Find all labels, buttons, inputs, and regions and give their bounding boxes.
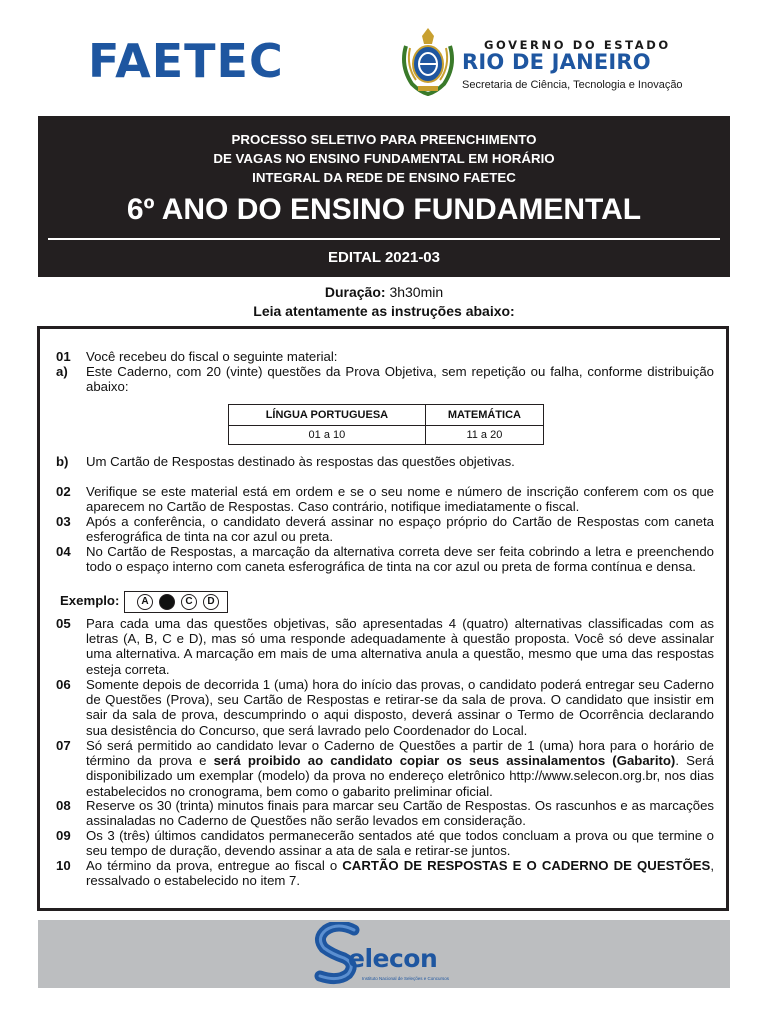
duration-label: Duração: <box>324 284 386 300</box>
table-header-row <box>229 405 544 426</box>
instruction-a <box>56 364 714 394</box>
process-title-line: DE VAGAS NO ENSINO FUNDAMENTAL EM HORÁRIO <box>213 151 555 166</box>
instruction-number: 04 <box>56 544 71 559</box>
table-header-portuguese: LÍNGUA PORTUGUESA <box>229 405 426 426</box>
instruction-text-bold: será proibido ao candidato copiar os seus assinalamentos (Gabarito) <box>213 753 676 769</box>
instruction-number: 10 <box>56 858 71 873</box>
instruction-text: Verifique se este material está em ordem e se o seu nome e número de inscrição conferem com os que aparecem no Cartão de Respostas. Caso contrário, notifique imediatamente o fiscal. <box>86 484 714 515</box>
instruction-number: 07 <box>56 738 71 753</box>
instruction-01 <box>56 349 714 364</box>
instruction-text: No Cartão de Respostas, a marcação da alternativa correta deve ser feita cobrindo a letra e preenchendo todo o espaço interno com caneta esferográfica de tinta na cor azul ou preta de forma contínua e densa. <box>86 544 714 575</box>
instruction-text: Os 3 (três) últimos candidatos permanecerão sentados até que todos concluam a prova ou que termine o seu tempo de duração, devendo assinar a ata de sala e retirar-se juntos. <box>86 828 714 859</box>
instruction-number: 02 <box>56 484 71 499</box>
title-band <box>38 116 730 277</box>
question-distribution-table <box>228 404 544 445</box>
gov-line-secretaria: Secretaria de Ciência, Tecnologia e Inovação <box>462 79 683 91</box>
instructions-box <box>37 326 729 911</box>
process-title-line: PROCESSO SELETIVO PARA PREENCHIMENTO <box>231 132 537 147</box>
instruction-number: a) <box>56 364 68 379</box>
faetec-logo: FAETEC <box>88 34 284 88</box>
gov-line-governo: GOVERNO DO ESTADO <box>484 38 671 52</box>
instruction-number: 06 <box>56 677 71 692</box>
instruction-03 <box>56 514 714 544</box>
page-title: 6º ANO DO ENSINO FUNDAMENTAL <box>126 193 642 226</box>
duration-value: 3h30min <box>389 284 444 300</box>
instruction-text: Para cada uma das questões objetivas, são apresentadas 4 (quatro) alternativas classificadas com as letras (A, B, C e D), mas só uma responde adequadamente à questão proposta. Você só deve assinalar uma alternativa. A marcação em mais de uma alternativa anula a questão, mesmo que uma das respostas esteja correta. <box>86 616 714 677</box>
exam-duration <box>0 283 768 301</box>
instruction-text: Um Cartão de Respostas destinado às respostas das questões objetivas. <box>86 454 515 469</box>
example-label: Exemplo: <box>60 593 120 608</box>
edital-number: EDITAL 2021-03 <box>328 249 440 266</box>
process-title <box>38 130 730 187</box>
instruction-08 <box>56 798 714 828</box>
instruction-text: Este Caderno, com 20 (vinte) questões da Prova Objetiva, sem repetição ou falha, conforme distribuição abaixo: <box>86 364 714 395</box>
instruction-number: b) <box>56 454 69 469</box>
instruction-text-part: , ressalvado o estabelecido no item 7. <box>86 858 714 889</box>
instruction-text <box>86 858 714 888</box>
example-bubbles <box>124 591 228 613</box>
read-instructions-heading: Leia atentamente as instruções abaixo: <box>253 303 515 319</box>
instruction-05 <box>56 616 714 677</box>
instruction-06 <box>56 677 714 738</box>
instruction-text: Somente depois de decorrida 1 (uma) hora do início das provas, o candidato poderá entregar seu Caderno de Questões (Prova), seu Cartão de Respostas e retirar-se da sala de prova. O candidato que insistir em sair da sala de prova, descumprindo o aqui disposto, deverá assinar o Termo de Ocorrência declarando sua desistência do Concurso, que será lavrado pelo Coordenador do Local. <box>86 677 714 738</box>
table-row <box>229 426 544 445</box>
table-header-math: MATEMÁTICA <box>425 405 543 426</box>
instruction-text-part: Só será permitido ao candidato levar o Caderno de Questões a partir de 1 (uma) hora para o horário de término da prova e <box>86 738 714 769</box>
instruction-b <box>56 454 714 469</box>
selecon-wordmark: elecon <box>348 944 438 973</box>
instruction-09 <box>56 828 714 858</box>
divider <box>48 238 720 240</box>
instruction-text: Após a conferência, o candidato deverá assinar no espaço próprio do Cartão de Respostas com caneta esferográfica de tinta na cor azul ou preta. <box>86 514 714 545</box>
gov-line-rio-de-janeiro: RIO DE JANEIRO <box>462 50 651 74</box>
instruction-02 <box>56 484 714 514</box>
bubble-filled-icon <box>159 594 175 610</box>
instruction-text-part: . Será disponibilizado um exemplar (modelo) da prova no endereço eletrônico http://www.selecon.org.br, nos dias estabelecidos no cronograma, bem como o gabarito preliminar oficial. <box>86 753 714 799</box>
bubble-c-icon: C <box>181 594 197 610</box>
instruction-number: 01 <box>56 349 71 364</box>
rj-government-logo <box>398 26 698 102</box>
instruction-10 <box>56 858 714 888</box>
selecon-logo <box>314 922 464 986</box>
table-cell-portuguese-range: 01 a 10 <box>229 426 426 445</box>
instruction-text <box>86 738 714 799</box>
instruction-text: Reserve os 30 (trinta) minutos finais para marcar seu Cartão de Respostas. Os rascunhos e as marcações assinaladas no Caderno de Questões não serão levados em consideração. <box>86 798 714 829</box>
page-header <box>0 0 768 112</box>
instruction-04 <box>56 544 714 574</box>
instruction-07 <box>56 738 714 799</box>
instruction-number: 08 <box>56 798 71 813</box>
bubble-a-icon: A <box>137 594 153 610</box>
process-title-line: INTEGRAL DA REDE DE ENSINO FAETEC <box>252 170 516 185</box>
instruction-number: 03 <box>56 514 71 529</box>
instruction-text-bold: CARTÃO DE RESPOSTAS E O CADERNO DE QUESTÕES <box>342 858 711 873</box>
instruction-text-part: Ao término da prova, entregue ao fiscal o <box>86 858 343 873</box>
instruction-number: 05 <box>56 616 71 631</box>
instruction-text: Você recebeu do fiscal o seguinte material: <box>86 349 338 364</box>
table-cell-math-range: 11 a 20 <box>425 426 543 445</box>
bubble-d-icon: D <box>203 594 219 610</box>
instruction-number: 09 <box>56 828 71 843</box>
selecon-tagline: Instituto Nacional de Seleções e Concursos <box>362 976 450 981</box>
page-footer <box>38 920 730 988</box>
rj-coat-of-arms-icon <box>398 26 458 96</box>
